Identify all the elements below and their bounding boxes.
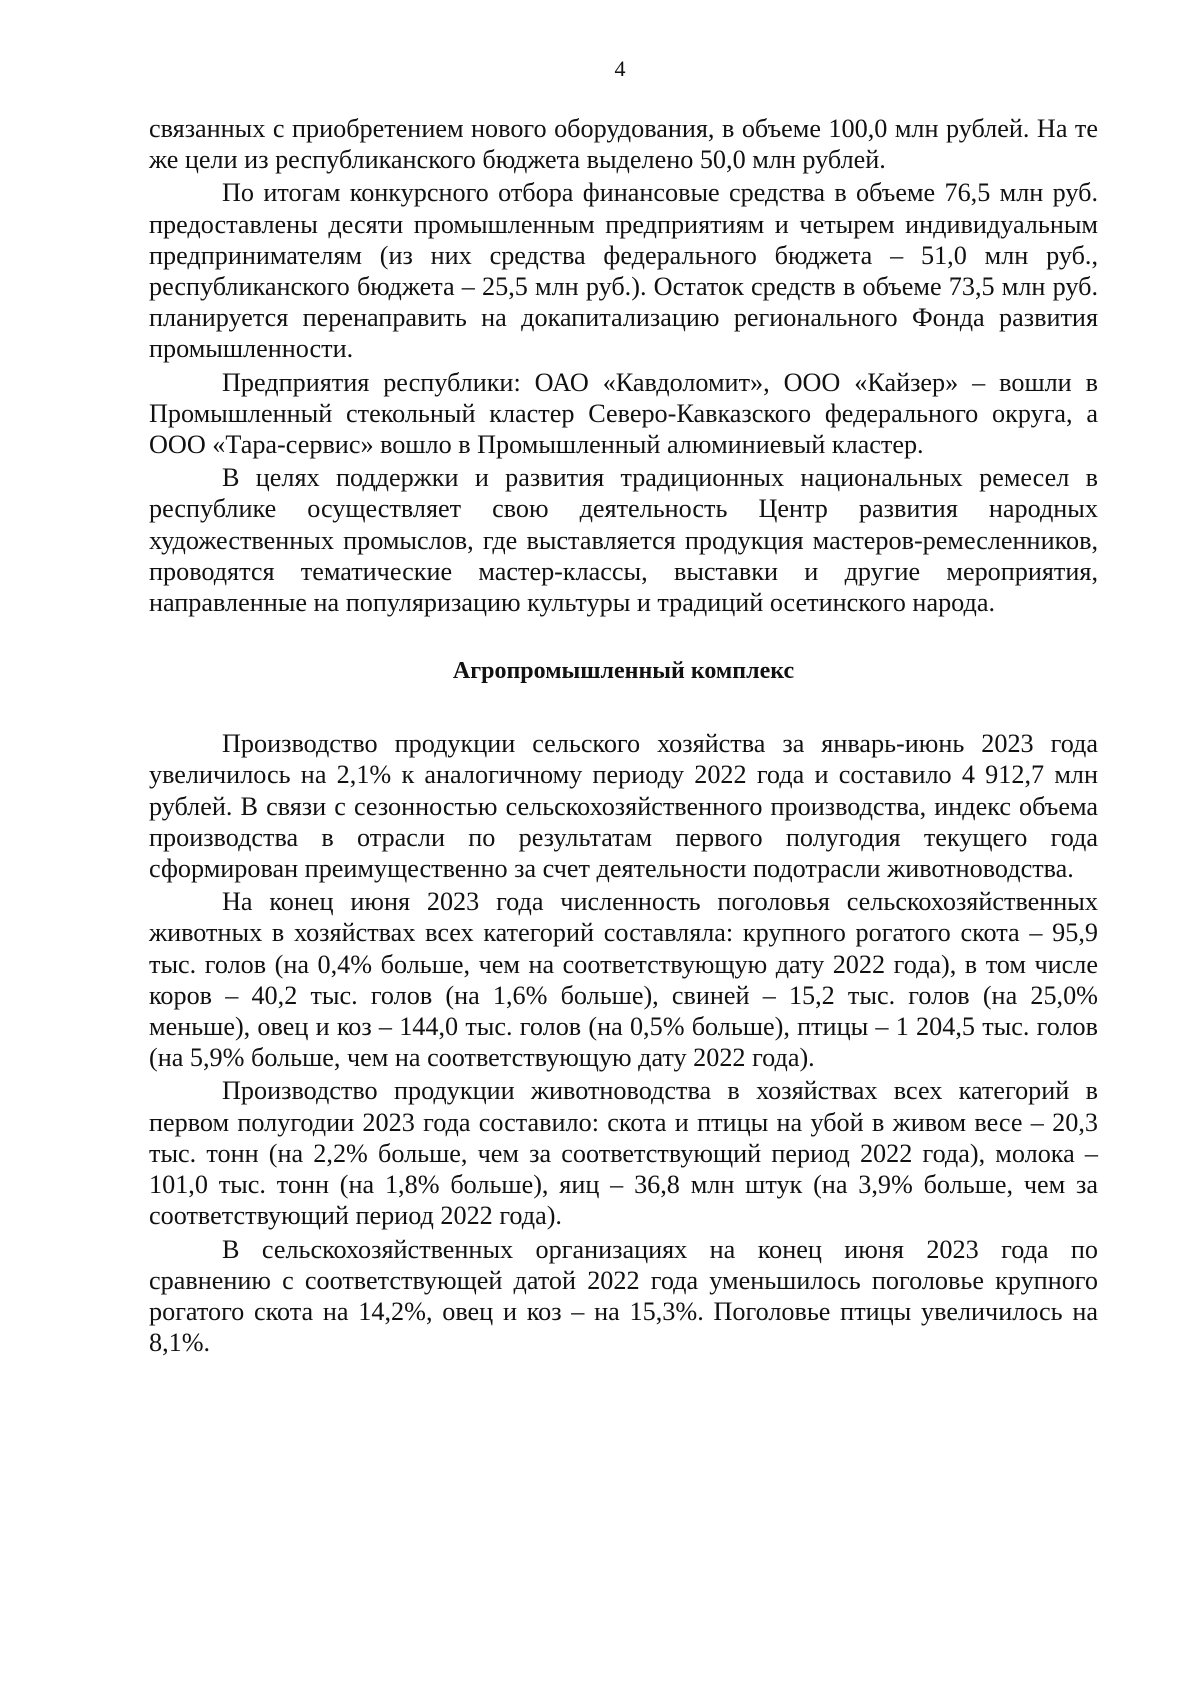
paragraph-livestock-production: Производство продукции животноводства в хозяйствах всех категорий в первом полугодии 2023 года составило: скота и птицы на убой в живом весе – 20,3 тыс. тонн (на 2,2% больше, чем за соответствующий период 2022 года), молока – 101,0 тыс. тонн (на 1,8% больше), яиц – 36,8 млн штук (на 3,9% больше, чем за соответствующий период 2022 года).: [149, 1076, 1098, 1231]
paragraph-agricultural-production: Производство продукции сельского хозяйства за январь-июнь 2023 года увеличилось на 2,1% к аналогичному периоду 2022 года и составило 4 912,7 млн рублей. В связи с сезонностью сельскохозяйственного производства, индекс объема производства в отрасли по результатам первого полугодия текущего года сформирован преимущественно за счет деятельности подотрасли животноводства.: [149, 729, 1098, 884]
paragraph-competitive-selection: По итогам конкурсного отбора финансовые средства в объеме 76,5 млн руб. предоставлены десяти промышленным предприятиям и четырем индивидуальным предпринимателям (из них средства федерального бюджета – 51,0 млн руб., республиканского бюджета – 25,5 млн руб.). Остаток средств в объеме 73,5 млн руб. планируется перенаправить на докапитализацию регионального Фонда развития промышленности.: [149, 178, 1098, 364]
paragraph-folk-crafts: В целях поддержки и развития традиционных национальных ремесел в республике осуществляет свою деятельность Центр развития народных художественных промыслов, где выставляется продукция мастеров-ремесленников, проводятся тематические мастер-классы, выставки и другие мероприятия, направленные на популяризацию культуры и традиций осетинского народа.: [149, 463, 1098, 618]
document-body: [149, 113, 1098, 1358]
paragraph-livestock-count: На конец июня 2023 года численность поголовья сельскохозяйственных животных в хозяйствах всех категорий составляла: крупного рогатого скота – 95,9 тыс. голов (на 0,4% больше, чем на соответствующую дату 2022 года), в том числе коров – 40,2 тыс. голов (на 1,6% больше), свиней – 15,2 тыс. голов (на 25,0% меньше), овец и коз – 144,0 тыс. голов (на 0,5% больше), птицы – 1 204,5 тыс. голов (на 5,9% больше, чем на соответствующую дату 2022 года).: [149, 887, 1098, 1073]
paragraph-agricultural-organizations: В сельскохозяйственных организациях на конец июня 2023 года по сравнению с соответствующей датой 2022 года уменьшилось поголовье крупного рогатого скота на 14,2%, овец и коз – на 15,3%. Поголовье птицы увеличилось на 8,1%.: [149, 1234, 1098, 1358]
paragraph-industrial-clusters: Предприятия республики: ОАО «Кавдоломит», ООО «Кайзер» – вошли в Промышленный стекольный кластер Северо-Кавказского федерального округа, а ООО «Тара-сервис» вошло в Промышленный алюминиевый кластер.: [149, 367, 1098, 460]
page-number: 4: [614, 56, 626, 81]
section-heading: Агропромышленный комплекс: [452, 658, 795, 685]
paragraph-continuation: связанных с приобретением нового оборудования, в объеме 100,0 млн рублей. На те же цели из республиканского бюджета выделено 50,0 млн рублей.: [149, 114, 1098, 175]
